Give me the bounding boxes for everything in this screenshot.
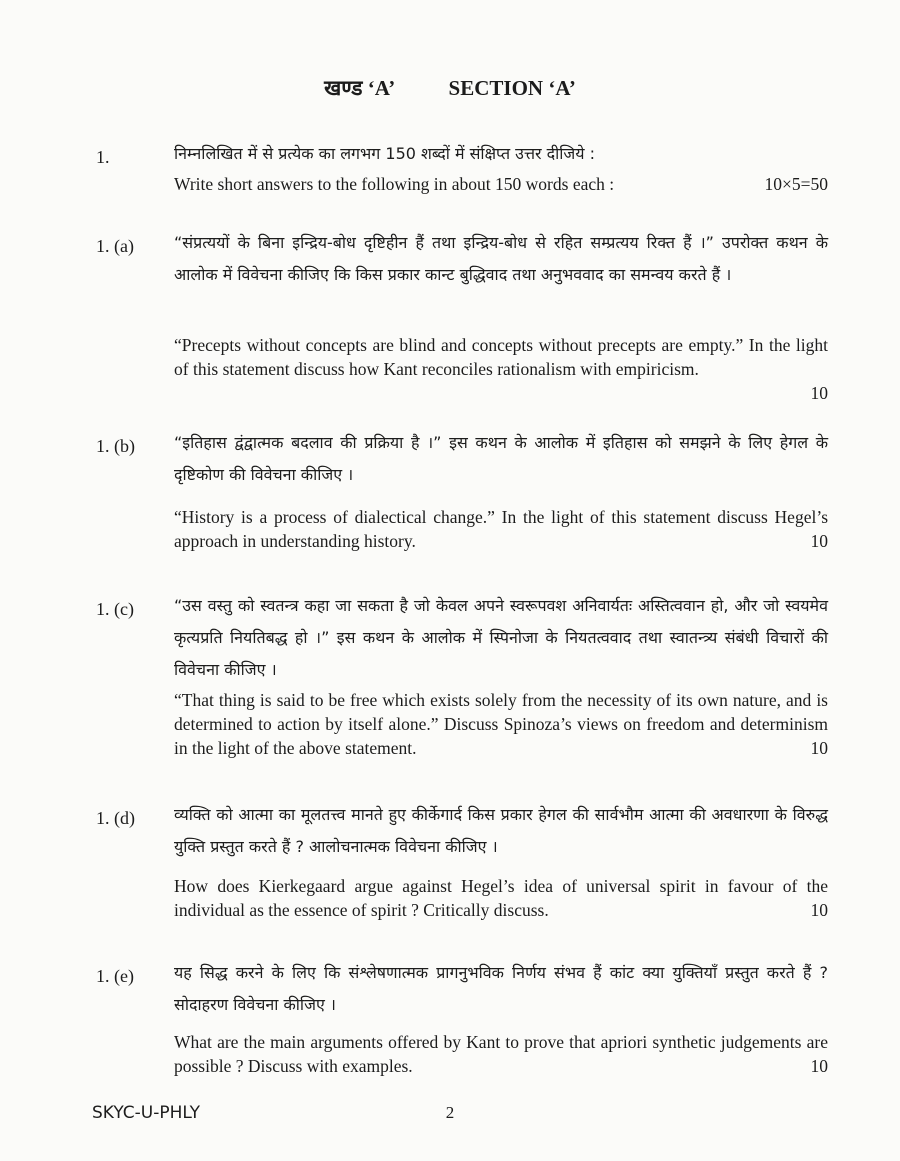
question-b-english-block — [174, 505, 828, 553]
section-title — [0, 74, 900, 102]
page-number: 2 — [445, 1103, 455, 1122]
paper-code: SKYC-U-PHLY — [92, 1103, 201, 1123]
question-c-english-block — [174, 688, 828, 760]
question-d-marks: 10 — [810, 900, 828, 920]
question-number-a: 1. (a) — [96, 236, 134, 256]
question-number-b: 1. (b) — [96, 436, 135, 456]
question-b-marks: 10 — [810, 531, 828, 551]
question-d-english: How does Kierkegaard argue against Hegel’s idea of universal spirit in favour of the individual as the essence of spirit ? Critically discuss. — [174, 876, 828, 920]
section-title-hindi: खण्ड ‘A’ — [324, 76, 396, 100]
question-d-hindi: व्यक्ति को आत्मा का मूलतत्त्व मानते हुए कीर्केगार्द किस प्रकार हेगल की सार्वभौम आत्मा की अवधारणा के विरुद्ध युक्ति प्रस्तुत करते हैं ? आलोचनात्मक विवेचना कीजिए । — [174, 805, 828, 856]
question-a-english: “Precepts without concepts are blind and concepts without precepts are empty.” In the light of this statement discuss how Kant reconciles rationalism with empiricism. — [174, 335, 828, 379]
question-b-hindi: “इतिहास द्वंद्वात्मक बदलाव की प्रक्रिया है ।” इस कथन के आलोक में इतिहास को समझने के लिए हेगल के दृष्टिकोण की विवेचना कीजिए । — [174, 433, 828, 484]
question-a-marks: 10 — [810, 383, 828, 403]
question-c-english: “That thing is said to be free which exists solely from the necessity of its own nature, and is determined to action by itself alone.” Discuss Spinoza’s views on freedom and determinism in the light of the above statement. — [174, 690, 828, 758]
faint-header-text — [340, 40, 590, 54]
intro-english-line — [174, 174, 828, 195]
question-e-english-block — [174, 1030, 828, 1078]
question-c-marks: 10 — [810, 738, 828, 758]
question-e-english: What are the main arguments offered by Kant to prove that apriori synthetic judgements are possible ? Discuss with examples. — [174, 1032, 828, 1076]
question-number-d: 1. (d) — [96, 808, 135, 828]
intro-english: Write short answers to the following in about 150 words each : — [174, 174, 615, 194]
question-e-marks: 10 — [810, 1056, 828, 1076]
intro-marks: 10×5=50 — [764, 174, 828, 194]
question-b-english: “History is a process of dialectical change.” In the light of this statement discuss Hegel’s approach in understanding history. — [174, 507, 828, 551]
question-number-e: 1. (e) — [96, 966, 134, 986]
question-number-c: 1. (c) — [96, 599, 134, 619]
question-d-english-block — [174, 874, 828, 922]
section-title-english: SECTION ‘A’ — [448, 76, 576, 100]
question-a-hindi: “संप्रत्ययों के बिना इन्द्रिय-बोध दृष्टिहीन हैं तथा इन्द्रिय-बोध से रहित सम्प्रत्यय रिक्त हैं ।” उपरोक्त कथन के आलोक में विवेचना कीजिए कि किस प्रकार कान्ट बुद्धिवाद तथा अनुभववाद का समन्वय करते हैं । — [174, 233, 828, 284]
question-e-hindi: यह सिद्ध करने के लिए कि संश्लेषणात्मक प्रागनुभविक निर्णय संभव हैं कांट क्या युक्तियाँ प्रस्तुत करते हैं ? सोदाहरण विवेचना कीजिए । — [174, 963, 828, 1014]
question-c-hindi: “उस वस्तु को स्वतन्त्र कहा जा सकता है जो केवल अपने स्वरूपवश अनिवार्यतः अस्तित्ववान हो, और जो स्वयमेव कृत्यप्रति नियतिबद्ध हो ।” इस कथन के आलोक में स्पिनोजा के नियतत्ववाद तथा स्वातन्त्र्य संबंधी विचारों की विवेचना कीजिए । — [174, 596, 828, 679]
intro-hindi: निम्नलिखित में से प्रत्येक का लगभग 150 शब्दों में संक्षिप्त उत्तर दीजिये : — [174, 144, 596, 163]
intro-number: 1. — [96, 147, 110, 167]
question-a-english-block — [174, 333, 828, 405]
